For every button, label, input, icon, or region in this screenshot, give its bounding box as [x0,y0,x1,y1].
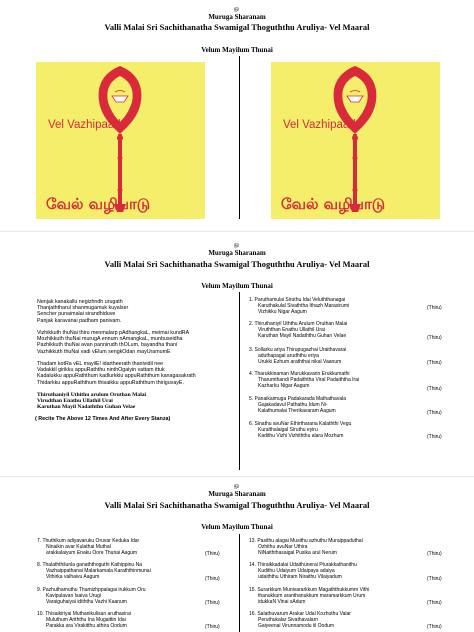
stanza-line: Thiruthaniyil Uthithu arulum Oruthan Malai [37,392,147,398]
vel-vazhipaadu-image-right [271,62,440,219]
page-title: Valli Malai Sri Sachithanatha Swamigal Thoguththu Aruliya- Vel Maaral [104,23,370,32]
vel-vazhipaadu-label: Vel Vazhipaadu [48,119,128,131]
subtitle: Muruga Sharanam [208,249,266,257]
thiru-tag: (Thiru) [205,624,220,630]
velum-heading: Velum Mayilum Thunai [201,46,273,54]
stanza-line: Mozhikkuth thuNai murugA ennum nAmangkaL, munbuseidha [37,336,183,343]
stanza-line: Pazhikkuth thuNai avan pannirudh thOLum, bayandha thani [37,342,178,349]
thiru-tag: (Thiru) [427,305,442,311]
thiru-tag: (Thiru) [205,551,220,557]
stanza-line: Nenjak kanakallu negizhndh urugath [37,299,123,305]
thiru-tag: (Thiru) [205,576,220,582]
stanza-line: Panjak karavanai padham panivam. [37,317,122,324]
list-item: 13. Pasithu alagai Musithu azhuthu Muraippaduthal Ozhithu avuNar Uthira NiNaiththasaigal Pusika arul Nerum [249,538,363,556]
stanza-line: Vadakkil girikku appuRaththu ninthOgaiyin vattam ittuk [37,367,165,374]
page-title: Valli Malai Sri Sachithanatha Swamigal Thoguththu Aruliya- Vel Maaral [104,260,370,269]
stanza-line: Vizhikkuth thuNai thiru menmalarp pAdhangkaL, meimai kundRA [37,330,190,336]
thiru-tag: (Thiru) [427,410,442,416]
stanza-line: Sencher punaimalai sirandhiduve [37,311,116,318]
stanza-3 [37,361,196,386]
column-divider [239,534,240,632]
om-symbol: ௐ [234,483,240,489]
thiru-tag: (Thiru) [427,624,442,630]
list-item: 4. Tharukkinaman Murukkavarin Erukkumathi Tharumthandi Padaiththa Viral Padaiththa Irai Kazharku Nigar Aagum [249,371,360,389]
om-symbol: ௐ [234,6,240,12]
subtitle: Muruga Sharanam [208,490,266,498]
stanza-4 [37,392,146,411]
list-item: 7. Thuthikum adiyavaruku Oruvar Keduka Idar Ninaikin avar Kulathai Muthal arakkalaiyum Enaku Oore Thunai Aagum [37,538,140,556]
column-divider [239,292,240,470]
list-item: 15. Surarkkum Munivararkkum Magaththukkumm Vithi thanukkum aranthanukkum maramarkkum Urum idukkaN Vinai sAdum [249,587,370,605]
list-item: 1. Paruthamulai Siruthu Idai Veluththanagai Karuthakulal Sivaththa Ithazh Marasirumi Vizhikku Nigar Aagum [249,297,350,315]
column-divider [239,56,240,219]
page-title: Valli Malai Sri Sachithanatha Swamigal Thoguththu Aruliya- Vel Maaral [104,501,370,510]
stanza-line: Thanjaththarul shanmugamuk kuyalser [37,305,129,312]
stanza-2 [37,330,189,355]
thiru-tag: (Thiru) [427,360,442,366]
vel-vazhipaadu-label: Vel Vazhipaadu [283,119,363,131]
list-item: 14. Thiraikkadalai Udaithunerai Pturakkathanithu Kudithu Udaiyum Udaipaya adaiya udaiththu Uthiram Niraithu Vilaiyadum [249,562,357,580]
stanza-line: Thadam kotRa vEL mayilE! idartheerath thanividil nee [37,361,164,367]
tamil-vel-vazhipaadu-label: வேல் வழிபாடு [46,195,151,213]
page-separator [0,231,474,232]
vel-vazhipaadu-image-left [36,62,205,219]
velum-heading: Velum Mayilum Thunai [201,523,273,531]
velum-heading: Velum Mayilum Thunai [201,282,273,290]
page-separator [0,476,474,477]
list-item: 9. Pazhuthamuthu Thamizhppalagai irukkum Oru Kavipulavan Isaiva Urugi Varaiguhaiyai idiththu Vazhi Kaanum [37,587,146,605]
stanza-line: Thidarkku appuRaththum thisaikku appuRaththum thiriguvayE. [37,379,184,386]
subtitle: Muruga Sharanam [208,13,266,21]
thiru-tag: (Thiru) [427,434,442,440]
stanza-1 [37,299,128,324]
list-item: 6. Sinathu avuNar Ethirtharana Kalaththi Vegu Kuralthalaigal Siruthu eyiru Kadithu Vizhi Vizhiththu alara Mozhum [249,421,352,439]
stanza-line: Karuthan Mayil Nadaththu Guhan Velae [37,404,136,411]
tamil-vel-vazhipaadu-label: வேல் வழிபாடு [281,195,386,213]
thiru-tag: (Thiru) [427,576,442,582]
list-item: 2. Thiruthaniyil Uththu Arulum Oruthan Malai Viruththan Enathu Ullathil Urai Karuthan Mayil Nadaththu Guhan Velae [249,321,348,339]
list-item: 10. Thisaikiriyai Muthanikulisan aruthasirai Muluthum Ariththu Ina Mugaittin Idai Parakka ara Virakitthu athira Oodum [37,611,131,629]
list-item: 8. Thalaththilunla ganaththoguthi Kaihippinu Na Vazhaippathanai Malarkamala Karaththinmunai Vithirka valhaivu Aagum [37,562,151,580]
thiru-tag: (Thiru) [427,335,442,341]
stanza-line: Virudthan Enathu Ullathil Urai [37,398,113,405]
thiru-tag: (Thiru) [427,551,442,557]
thiru-tag: (Thiru) [427,600,442,606]
list-item: 3. Sollarku ariya Thirupugazhai Uraithavarai aduthapagai arudhthu eriya Urukki Ezhum araththai nikal Vaanum [249,347,347,365]
list-item: 5. Panaikaimuga Padakarada Mathathavala Gajakadavul Pathathu Idum Ni- Kalathumalai Therikavaram Aagum [249,396,347,414]
stanza-line: Kadalukku appuRaththum kadlurkkiu appuRaththum kanagasakrath [37,373,196,380]
recite-note: ( Recite The Above 12 Times And After Every Stanza) [35,416,171,422]
list-item: 16. Salathuvarum Arakar Udal Kozhuthu Valar Peruthukalar Sivathavalarn Gaiyeenai Virunnamodu iil Oodum [249,611,351,629]
om-symbol: ௐ [234,242,240,248]
stanza-line: Vazhikkuth thuNai vadi vElum sengkOdan mayUramumE [37,348,171,355]
thiru-tag: (Thiru) [205,600,220,606]
thiru-tag: (Thiru) [427,386,442,392]
